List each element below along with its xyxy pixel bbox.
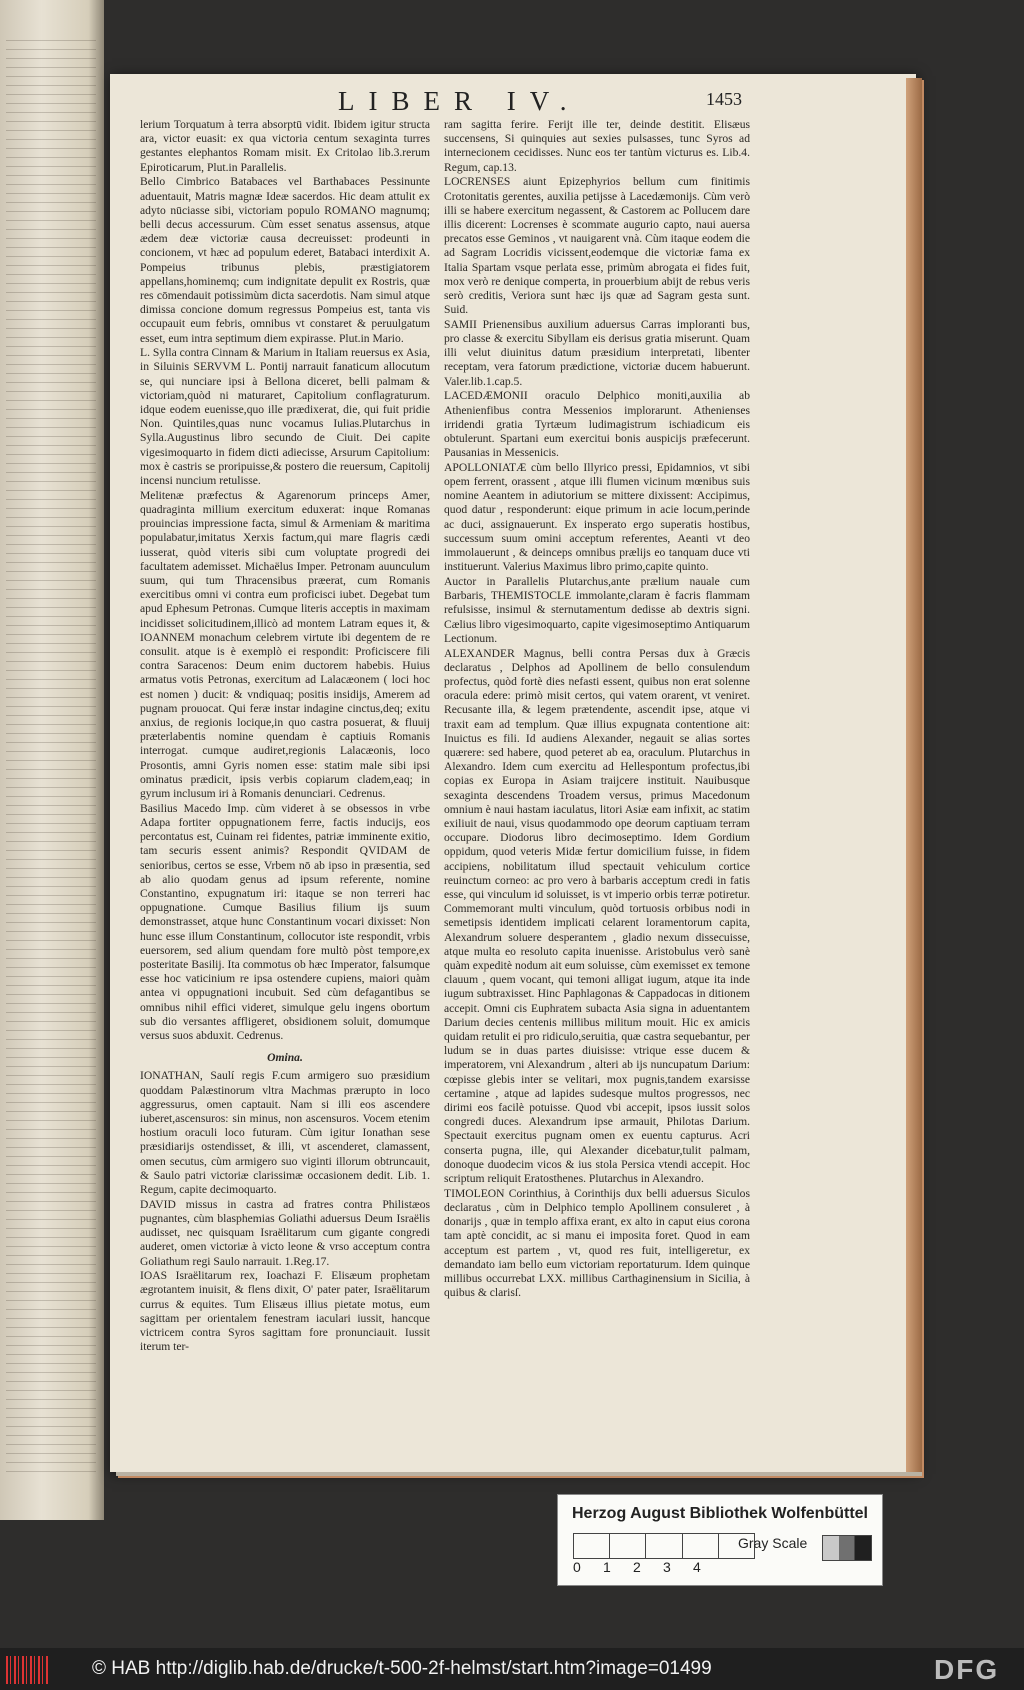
left-column [140,118,430,1355]
adjacent-page-text [6,40,96,1480]
paragraph: ram sagitta ferire. Ferijt ille ter, deinde destitit. Elisæus succensens, Si quinquies aut sexies pulsasses, tunc Syros ad internecionem cecidisses. Nunc eos ter tantùm victurus es. Lib.4. Regum, cap.13. [444,118,750,174]
page-number: 1453 [706,89,742,109]
footer-bar [0,1648,1024,1690]
ruler-mark: 1 [603,1559,611,1575]
ruler-mark: 2 [633,1559,641,1575]
ruler-bar [573,1533,755,1559]
paragraph: L. Sylla contra Cinnam & Marium in Italiam reuersus ex Asia, in Siluinis SERVVM L. Pontij narrauit fanaticum allocutum se, qui nunciare ipsi à Bellona diceret, belli palmam & victoriam,quòd ni maturaret, Capitolium conflagraturum. idque eodem euenisse,quo ille prædixerat, die, qui fuit pridie Non. Quintiles,quas nunc vocamus Iulias.Plutarchus in Sylla.Augustinus libro secundo de Ciuit. Dei capite vigesimoquarto in fidem dicti adiecisse, Arsurum Capitolium: mox è castris se proripuisse,& postero die reuersum, Capitolij incensi nuncium retulisse. [140,346,430,488]
ruler-labels [573,1559,773,1575]
paragraph: lerium Torquatum à terra absorptū vidit. Ibidem igitur structa ara, victor euasit: ex qua victoria centum sexaginta turres gestantes elephantos Romam misit. Ex Critolao lib.3.rerum Epiroticarum, Plut.in Parallelis. [140,118,430,174]
source-url[interactable]: © HAB http://diglib.hab.de/drucke/t-500-2f-helmst/start.htm?image=01499 [92,1658,712,1679]
paragraph: ALEXANDER Magnus, belli contra Persas dux à Græcis declaratus , Delphos ad Apollinem de bello consulendum profectus, quòd fortè dies nefasti essent, quibus non erat solenne oracula edere: primò misit certos, qui vatem orarent, vt veniret. Recusante illa, & legem prætendente, ascendit ipse, atque vi traxit eam ad templum. Quæ illius expugnata contentione ait: Inuictus es fili. Id audiens Alexander, negauit se alias sortes quærere: sed habere, quod peteret ab ea, oraculum. Plutarchus in Alexandro. Idem cum exercitu ad Hellespontum profectus,ibi copias ex Europa in Asiam traijcere instituit. Nauibusque sexaginta descendens Troadem versus, primus Macedonum omnium è naui hastam iaculatus, litori Asiæ eam infixit, ac statim exiliuit de naui, visus quodammodo ope deorum captiuam terram occupare. Diodorus libro decimoseptimo. Idem Gordium oppidum, quod veteris Midæ fertur domicilium fuisse, in fidem accipiens, nobilitatum illud spectauit vehiculum cortice reuinctum corneo: ac pro vero à barbaris acceptum credi in fatis esse, qui vinculum id soluisset, is vt imperio orbis terræ potiretur. Commemorant multi vinculum, quòd tortuosis orbibus nodi in semetipsis identidem implicati celarent loramentorum capita, Alexandrum soluere desperantem , gladio nexum dissecuisse, atque multa eo resoluto capita inuenisse. Aristobulus verò sanè quàm expeditè nodum ait eum soluisse, cùm exemisset ex temone clauum , quem vocant, qui temoni alligat iugum, atque ita inde iugum subtraxisset. Hinc Paphlagonas & Cappadocas in ditionem accepit. Omni cis Euphratem subacta Asia signa in aduentantem Darium decies centenis millibus militum mouit. Hic ex amicis quidam retulit ei pro ridiculo,seruitia, quæ castra sequebantur, per ludum se in duas partes diuisisse: vtrique esse ducem & imperatorem, vni Alexandrum , alteri ab ijs nuncupatum Darium: cœpisse glebis inter se velitari, mox pugnis,tandem exarsisse certamine , atque ad lapides sudesque multos progressos, nec dirimi eos facilè potuisse. Quod vbi accepit, ipsos iussit solos congredi duces. Alexandrum ipse armauit, Philotas Darium. Spectauit exercitus pugnam omen ex euentu capturus. Acri conserta pugna, ille, qui Alexander dicebatur,tulit palmam, donoque duodecim vicos & ius stola Persica vtendi accepit. Hoc scriptum reliquit Eratosthenes. Plutarchus in Alexandro. [444,646,750,1186]
paragraph: Basilius Macedo Imp. cùm videret à se obsessos in vrbe Adapa fortiter oppugnationem ferre, factis inducijs, eos percontatus est, Cuinam rei fidentes, patriæ imminente exitio, tam securis essent animis? Respondit QVIDAM de senioribus, certos se esse, Vrbem nō ab ipso in præsentia, sed ab alio quodam genus ad ipsum referente, nomine Constantino, expugnatum iri: itaque se non terreri hac oppugnatione. Cumque Basilius filium ijs suum demonstrasset, atque hunc Constantinum vocari dixisset: Non hunc esse illum Constantinum, collocutor iste respondit, vrbis euersorem, sed alium quendam fore multò pòst tempore,ex posteritate Basilij. Ita commotus ob hæc Imperator, falsumque esse hoc vaticinium re ipsa ostendere cupiens, maiori quàm antea vi oppugnationi incubuit. Sed cùm defagantibus se omnibus nihil effici videret, simulque gelu ingens obortum sub dio versantes affligeret, obsidionem soluit, domumque versus suos abduxit. Cedrenus. [140,801,430,1042]
paragraph: IOAS Israëlitarum rex, Ioachazi F. Elisæum prophetam ægrotantem inuisit, & flens dixit, O' pater pater, Israëlitarum currus & equites. Tum Elisæus illius pietate motus, eum sagittam per orientalem fenestram iaculari iussit, hancque victricem contra Syros sagittam fore pronunciauit. Iussit iterum ter- [140,1269,430,1354]
right-column [444,118,750,1301]
paragraph: LACEDÆMONII oraculo Delphico moniti,auxilia ab Athenienfibus contra Messenios implorarunt. Athenienses irridendi gratia Tyrtæum ludimagistrum ischiadicum eis obtulerunt. Spartani eum exercitui bonis auspicijs præfecerunt. Pausanias in Messenicis. [444,389,750,460]
paragraph: IONATHAN, Saulí regis F.cum armigero suo præsidium quoddam Palæstinorum vltra Machmas prærupto in loco aggressurus, omen captauit. Nam si illi eos ascendere iuberet,ascensuros: sin minus, non ascensuros. Vocem etenim hostium oraculi loco futuram. Cùm igitur Ionathan sese præsidiarijs ostendisset, & illi, vt ascenderet, clamassent, omen secutus, cùm armigero suo viginti illorum obtruncauit, & Saulo patri victoriæ clarissimæ occasionem dedit. Lib. 1. Regum, capite decimoquarto. [140,1069,430,1197]
paragraph: Melitenæ præfectus & Agarenorum princeps Amer, quadraginta millium exercitum eduxerat: inque Romanas prouincias impressione facta, simul & Armeniam & maritima populabatur,imitatus Xerxis factum,qui mare flagris cædi iusserat, quòd viteris sibi cum voluptate progredi dei facultatem ademisset. Michaëlus Imper. Petronam auunculum suum, qui tum Thracensibus præerat, cum Romanis exercitibus omni vi contra eum proficisci iubet. Degebat tum apud Ephesum Petronas. Cumque literis acceptis in maximam incidisset solicitudinem,illicò ad montem Latram eques it, & IOANNEM monachum celebrem virtute ibi degentem de re consulit. atque is è exemplò ei respondit: Proficiscere fili contra Saracenos: Deum enim ductorem habebis. Huius armatus votis Petronas, exercitum ad Lalacæonem ( loci hoc est nomen ) ducit: & vndiquaq; positis insidijs, Amerem ad pugnam prouocat. Qui feræ instar indagine cinctus,deq; exitu anxius, de regionis locique,in quo castra posuerat, & fluuij præterlabentis nomine quendam è captiuis Romanis interrogat. cumque audiret,regionis Lalacæonis, loco Prosontis, amni Gyris nomen esse: statim male sibi ipsi ominatus prædicit, ipsis verbis copiarum cladem,eaq; in gyrum inclusum iri à Romanis denunciari. Cedrenus. [140,488,430,801]
gray-scale-label: Gray Scale [738,1535,808,1551]
adjacent-page [0,0,104,1520]
ruler-mark: 0 [573,1559,581,1575]
dfg-logo: DFG [934,1654,1000,1685]
paragraph: APOLLONIATÆ cùm bello Illyrico pressi, Epidamnios, vt sibi opem ferrent, orassent , atque illi flumen vicinum mœnibus suis nomine Aeantem in adiutorium se mittere dixissent: Accipimus, quod datur , responderunt: eique primum in acie locum,perinde ac duci, assignauerunt. Ex insperato ergo superatis hostibus, successum suum omini acceptum referentes, Aeanti vt deo immolauerunt , & deinceps omnibus prælijs eo tanquam duce vti instituerunt. Valerius Maximus libro primo,capite quinto. [444,460,750,574]
paragraph: Bello Cimbrico Batabaces vel Barthabaces Pessinunte aduentauit, Matris magnæ Ideæ sacerdos. Hic deam attulit ex adyto nūciasse sibi, victoriam populo ROMANO magnumq; belli decus accessurum. Cùm esset senatus assensus, atque ædem deæ victoriæ causa decreuisset: prodeunti in concionem, vt hæc ad populum ederet, Batabaci interdixit A. Pompeius tribunus plebis, præstigiatorem appellans,hominemq; cum indignitate depulit ex Rostris, quæ res cōmendauit potissimùm dicta sacerdotis. Nam simul atque dimissa concione domum regressus Pompeius est, tanta vis occupauit eum febris, omnibus vt constaret & peruulgatum esset, eum intra septimum diem expirasse. Plut.in Mario. [140,175,430,345]
hab-logo-icon [6,1656,50,1684]
card-title: Herzog August Bibliothek Wolfenbüttel [572,1505,868,1522]
paragraph: DAVID missus in castra ad fratres contra Philistæos pugnantes, cùm blasphemias Goliathi aduersus Deum Israëlis audisset, nec quisquam Israëlitarum cum gigante congredi auderet, omen victoriæ à victo leone & vrso acceptum contra Goliathum regi Saulo narrauit. 1.Reg.17. [140,1197,430,1268]
ruler-mark: 4 [693,1559,701,1575]
paragraph: LOCRENSES aiunt Epizephyrios bellum cum finitimis Crotonitatis gerentes, auxilia petijsse à Lacedæmonijs. Cùm verò illi se habere exercitum negassent, & Castorem ac Pollucem dare illis dicerent: Locrenses è scommate augurio capto, naui auersa precatos esse Geminos , vt nauigarent vnà. Cùm itaque eodem die ad Sagram Locridis vicissent,eodemque die victoriæ fama ex Italia Spartam vsque perlata esse, primùm abrogata ei fides fuit, mox verò re denique comperta, in prouerbium abijt de rebus veris serò creditis, Veriora sunt hæc ijs quæ ad Sagram gesta sunt. Suid. [444,175,750,317]
page-edge [906,78,922,1472]
paragraph: Auctor in Parallelis Plutarchus,ante prælium nauale cum Barbaris, THEMISTOCLE immolante,claram è facris flammam refulsisse, insimul & sternutamentum dedisse ab dextris signi. Cælius libro vigesimoquarto, capite vigesimoseptimo Antiquarum Lectionum. [444,575,750,645]
paragraph: SAMII Prienensibus auxilium aduersus Carras imploranti bus, pro classe & exercitu Sibyllam eis derisus gratia miserunt. Quam illi velut diuinitus datum præsidium interpretati, libenter receptam, vera fatorum prædictione, victoriæ ducem habuerunt. Valer.lib.1.cap.5. [444,317,750,388]
running-head: LIBER IV. [338,86,581,116]
gray-scale-card [557,1494,883,1586]
section-heading: Omina. [267,1051,303,1065]
ruler-mark: 3 [663,1559,671,1575]
paragraph: TIMOLEON Corinthius, à Corinthijs dux belli aduersus Siculos declaratus , cùm in Delphico templo Apollinem consuleret , à donarijs , quæ in templo affixa erant, ex alto in caput eius corona tam aptè concidit, ac si manu ei imposita foret. Quod in eam acceptum est partem , vt, quod res fuit, intelligeretur, ex demandato iam bello eum victoriam reportaturum. Idem quinque millibus occurrebat LXX. millibus Carthaginensium in Sicilia, à quibus & clarisſ. [444,1186,750,1300]
gray-swatch [822,1535,872,1561]
